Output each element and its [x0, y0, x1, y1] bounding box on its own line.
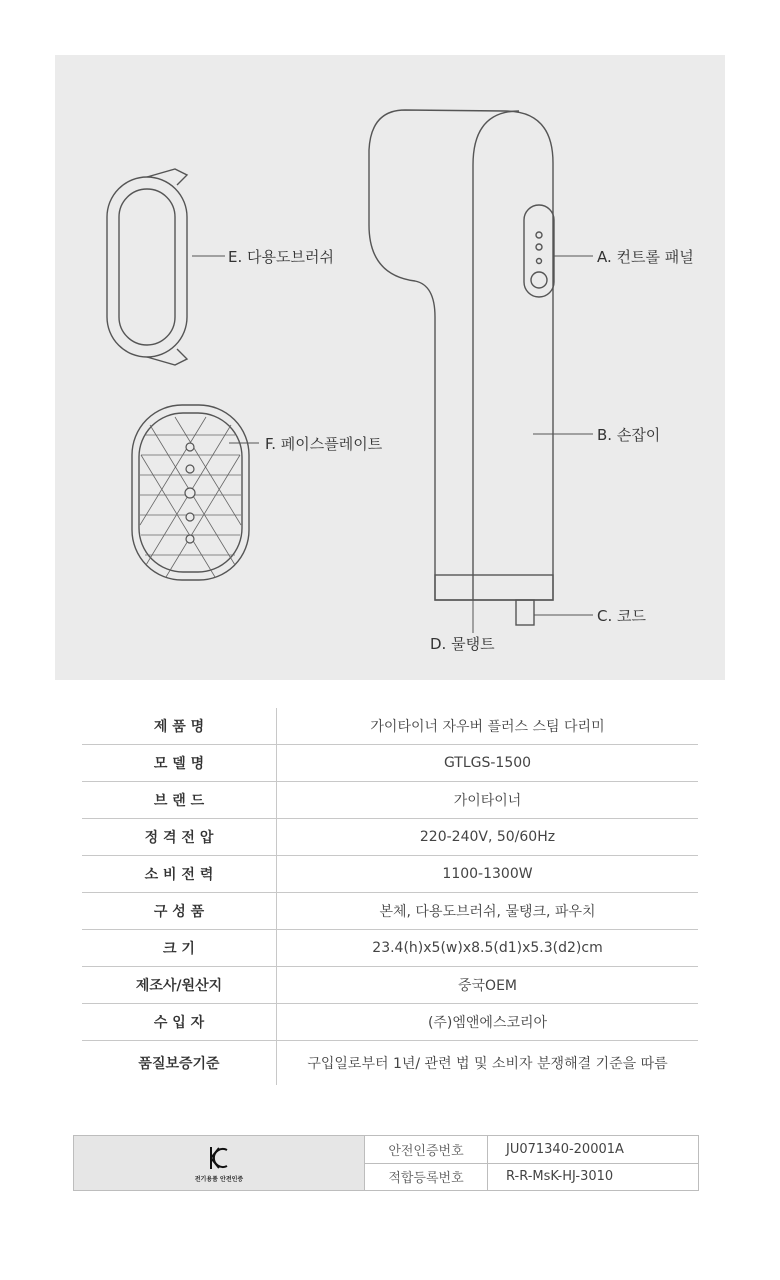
spec-key: 제조사/원산지 — [82, 967, 277, 1004]
spec-key: 크 기 — [82, 930, 277, 967]
spec-key: 구 성 품 — [82, 893, 277, 930]
kc-logo-cell — [74, 1136, 365, 1190]
callout-brush: E. 다용도브러쉬 — [228, 248, 334, 266]
spec-value: (주)엠앤에스코리아 — [277, 1004, 699, 1041]
steamer-body-illustration — [369, 110, 554, 625]
table-row — [82, 1041, 698, 1086]
table-row — [82, 708, 698, 745]
spec-value: GTLGS-1500 — [277, 745, 699, 782]
spec-value: 가이타이너 자우버 플러스 스팀 다리미 — [277, 708, 699, 745]
callout-cord: C. 코드 — [597, 607, 646, 625]
brush-illustration — [107, 169, 187, 365]
spec-value: 가이타이너 — [277, 782, 699, 819]
table-row — [82, 893, 698, 930]
cert-row — [365, 1136, 698, 1163]
table-row — [82, 782, 698, 819]
cert-label: 안전인증번호 — [365, 1136, 488, 1163]
callout-faceplate: F. 페이스플레이트 — [265, 435, 383, 453]
cert-row — [365, 1163, 698, 1191]
spec-value: 220-240V, 50/60Hz — [277, 819, 699, 856]
callout-water-tank: D. 물탱트 — [430, 635, 495, 653]
table-row — [82, 745, 698, 782]
table-row — [82, 819, 698, 856]
kc-mark-icon — [208, 1144, 230, 1172]
cert-label: 적합등록번호 — [365, 1164, 488, 1191]
callout-control-panel: A. 컨트롤 패널 — [597, 248, 694, 266]
callout-handle: B. 손잡이 — [597, 426, 661, 444]
spec-value: 구입일로부터 1년/ 관련 법 및 소비자 분쟁해결 기준을 따름 — [307, 1056, 668, 1072]
table-row — [82, 967, 698, 1004]
spec-value: 23.4(h)x5(w)x8.5(d1)x5.3(d2)cm — [277, 930, 699, 967]
steamer-illustration — [55, 55, 725, 680]
table-row — [82, 930, 698, 967]
spec-value: 중국OEM — [277, 967, 699, 1004]
spec-table — [82, 708, 698, 1085]
product-diagram — [55, 55, 725, 680]
table-row — [82, 856, 698, 893]
spec-key: 제 품 명 — [82, 708, 277, 745]
spec-key: 정 격 전 압 — [82, 819, 277, 856]
cert-rows — [365, 1136, 698, 1190]
spec-key: 수 입 자 — [82, 1004, 277, 1041]
spec-key: 브 랜 드 — [82, 782, 277, 819]
spec-value: 본체, 다용도브러쉬, 물탱크, 파우치 — [277, 893, 699, 930]
spec-key: 품질보증기준 — [82, 1041, 277, 1086]
cert-value: JU071340-20001A — [506, 1141, 624, 1157]
table-row — [82, 1004, 698, 1041]
kc-mark-caption: 전기용품 안전인증 — [194, 1175, 244, 1183]
cert-value: R-R-MsK-HJ-3010 — [506, 1169, 614, 1185]
certification-box — [73, 1135, 699, 1191]
spec-value: 1100-1300W — [277, 856, 699, 893]
spec-key: 모 델 명 — [82, 745, 277, 782]
spec-key: 소 비 전 력 — [82, 856, 277, 893]
